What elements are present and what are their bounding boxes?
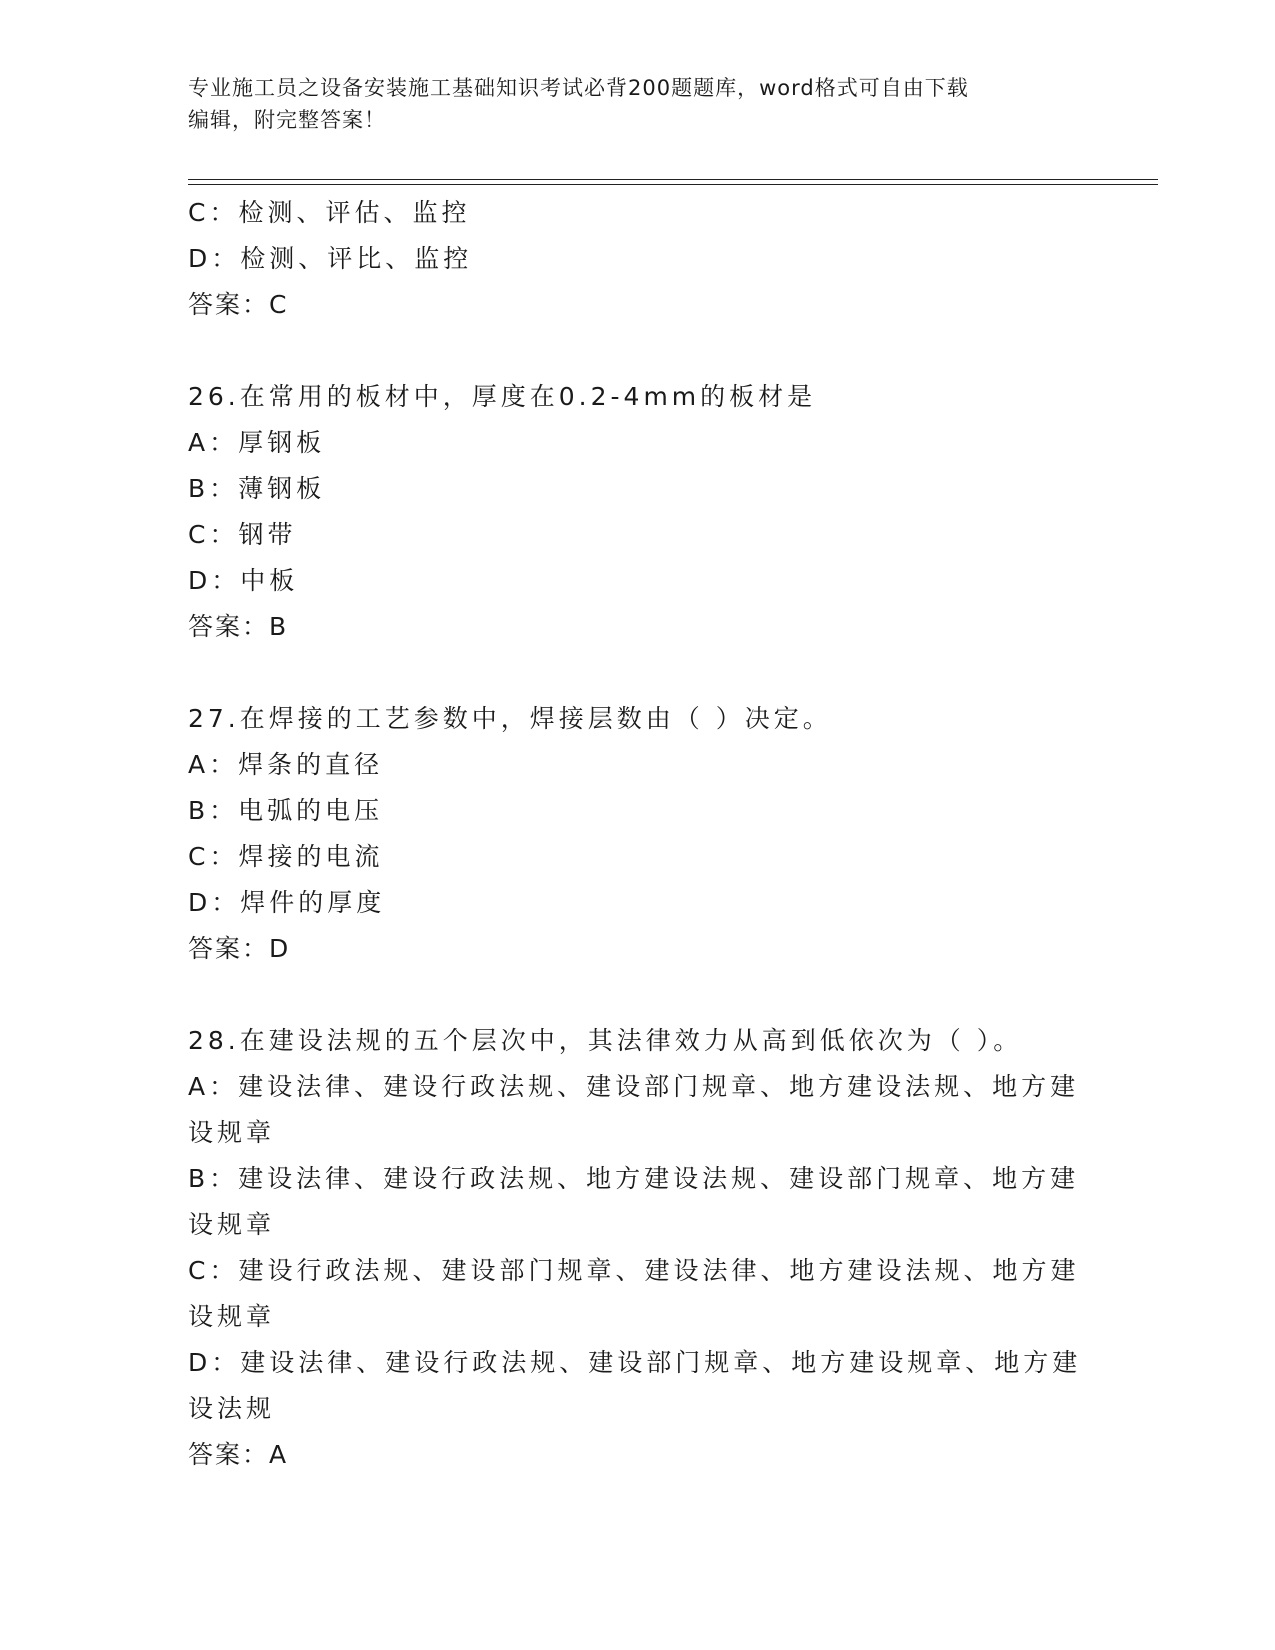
- option-b: B：电弧的电压: [188, 796, 384, 825]
- answer-line: 答案：B: [188, 612, 289, 641]
- option-b: B：建设法律、建设行政法规、地方建设法规、建设部门规章、地方建设规章: [188, 1164, 1080, 1239]
- question-stem: 27.在焊接的工艺参数中，焊接层数由（ ）决定。: [188, 704, 832, 733]
- option-a: A：厚钢板: [188, 428, 326, 457]
- option-d: D：焊件的厚度: [188, 888, 386, 917]
- answer-line: 答案：D: [188, 934, 291, 963]
- question-26: [188, 374, 1088, 650]
- option-a: A：建设法律、建设行政法规、建设部门规章、地方建设法规、地方建设规章: [188, 1072, 1080, 1147]
- continued-question: [188, 190, 1088, 328]
- header-divider-bottom: [188, 184, 1158, 185]
- header-divider-top: [188, 179, 1158, 180]
- option-c: C：焊接的电流: [188, 842, 384, 871]
- document-header: [188, 72, 1088, 136]
- header-line-1: 专业施工员之设备安装施工基础知识考试必背200题题库，word格式可自由下载: [188, 76, 969, 100]
- option-d: D：中板: [188, 566, 299, 595]
- answer-line: 答案：C: [188, 290, 289, 319]
- option-a: A：焊条的直径: [188, 750, 384, 779]
- option-b: B：薄钢板: [188, 474, 326, 503]
- question-28: [188, 1018, 1088, 1478]
- spacer: [188, 972, 1088, 1018]
- question-27: [188, 696, 1088, 972]
- question-stem: 26.在常用的板材中，厚度在0.2-4mm的板材是: [188, 382, 817, 411]
- option-c: C：检测、评估、监控: [188, 198, 471, 227]
- question-stem: 28.在建设法规的五个层次中，其法律效力从高到低依次为（ ）。: [188, 1026, 1023, 1055]
- option-c: C：建设行政法规、建设部门规章、建设法律、地方建设法规、地方建设规章: [188, 1256, 1080, 1331]
- option-c: C：钢带: [188, 520, 297, 549]
- spacer: [188, 650, 1088, 696]
- question-list: [188, 190, 1088, 1478]
- option-d: D：检测、评比、监控: [188, 244, 473, 273]
- spacer: [188, 328, 1088, 374]
- option-d: D：建设法律、建设行政法规、建设部门规章、地方建设规章、地方建设法规: [188, 1348, 1082, 1423]
- header-line-2: 编辑，附完整答案！: [188, 108, 386, 132]
- answer-line: 答案：A: [188, 1440, 289, 1469]
